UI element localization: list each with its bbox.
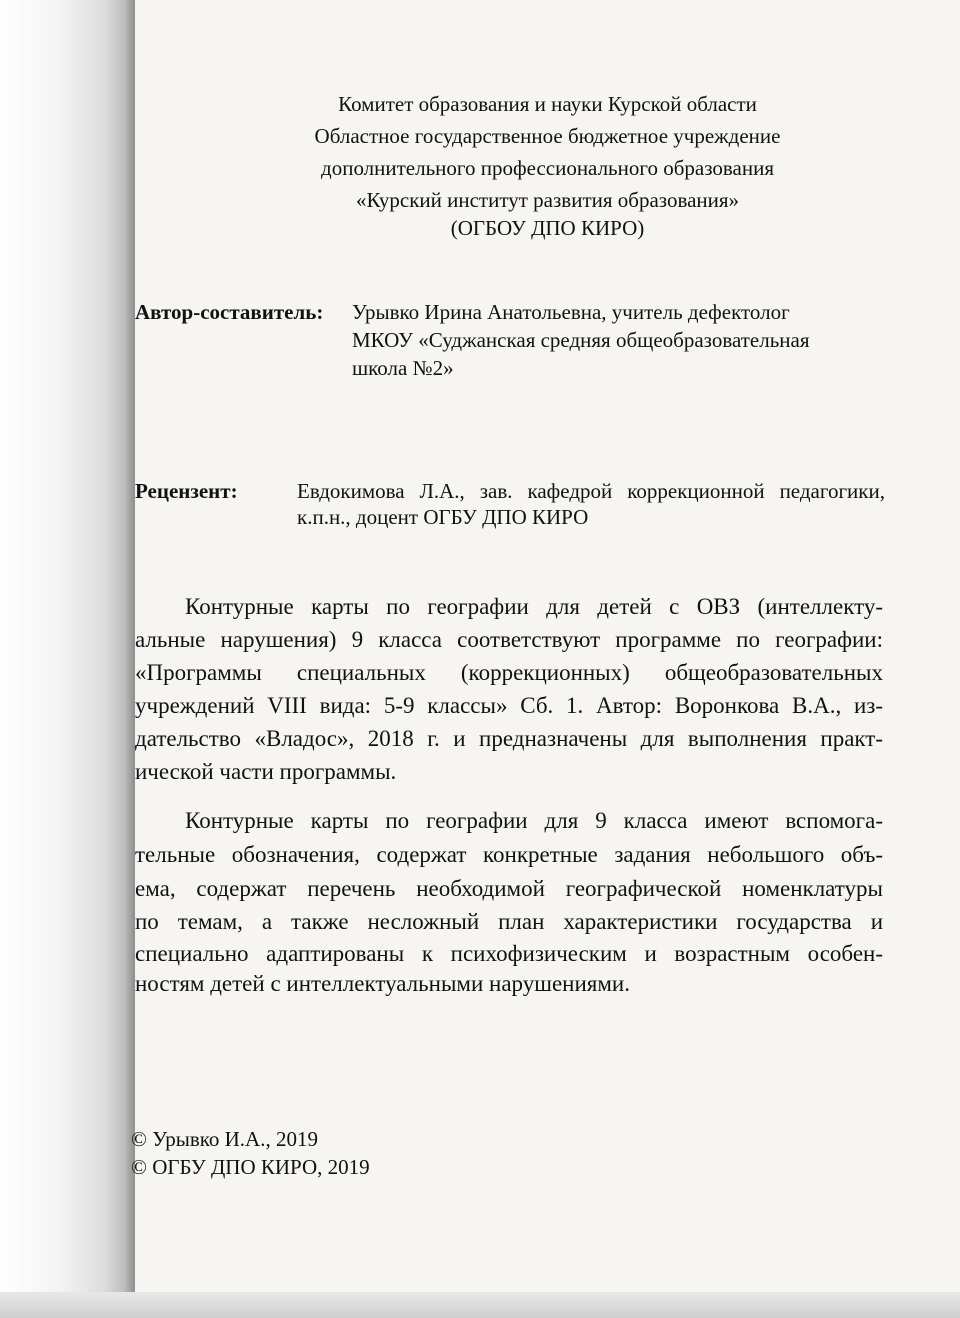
paragraph-line: дательство «Владос», 2018 г. и предназначены для выполнения практ- (135, 726, 883, 751)
header-institute-name: «Курский институт развития образования» (355, 188, 740, 212)
copyright-institute: © ОГБУ ДПО КИРО, 2019 (131, 1155, 370, 1179)
author-school: МКОУ «Суджанская средняя общеобразовательная (352, 328, 810, 352)
paragraph-line: ема, содержат перечень необходимой географической номенклатуры (135, 876, 883, 901)
paragraph-line: специально адаптированы к психофизическим и возрастным особен- (135, 941, 883, 966)
author-label: Автор-составитель: (135, 300, 324, 324)
copyright-author: © Урывко И.А., 2019 (131, 1127, 318, 1151)
paragraph-line: Контурные карты по географии для 9 класса имеют вспомога- (185, 808, 883, 833)
scan-bottom-edge (0, 1292, 960, 1318)
author-name: Урывко Ирина Анатольевна, учитель дефектолог (352, 300, 790, 324)
reviewer-degree: к.п.н., доцент ОГБУ ДПО КИРО (297, 505, 589, 529)
reviewer-label: Рецензент: (135, 479, 238, 503)
paragraph-line: Контурные карты по географии для детей с ОВЗ (интеллекту- (185, 594, 883, 619)
paragraph-line: тельные обозначения, содержат конкретные задания небольшого объ- (135, 842, 883, 867)
header-committee: Комитет образования и науки Курской области (338, 92, 757, 116)
paragraph-line: ностям детей с интеллектуальными нарушениями. (135, 971, 630, 996)
paragraph-line: учреждений VIII вида: 5-9 классы» Сб. 1. Автор: Воронкова В.А., из- (135, 693, 883, 718)
scan-binding-shadow (0, 0, 135, 1318)
header-abbreviation: (ОГБОУ ДПО КИРО) (450, 216, 645, 240)
author-school-cont: школа №2» (352, 356, 454, 380)
paragraph-line: ической части программы. (135, 759, 397, 784)
paragraph-line: альные нарушения) 9 класса соответствуют программе по географии: (135, 627, 883, 652)
header-institution-type: Областное государственное бюджетное учреждение (314, 124, 781, 148)
paragraph-line: «Программы специальных (коррекционных) общеобразовательных (135, 660, 883, 685)
paragraph-line: по темам, а также несложный план характеристики государства и (135, 909, 883, 934)
header-education-type: дополнительного профессионального образования (321, 156, 774, 180)
document-page (131, 0, 960, 1292)
reviewer-name: Евдокимова Л.А., зав. кафедрой коррекционной педагогики, (297, 479, 885, 503)
